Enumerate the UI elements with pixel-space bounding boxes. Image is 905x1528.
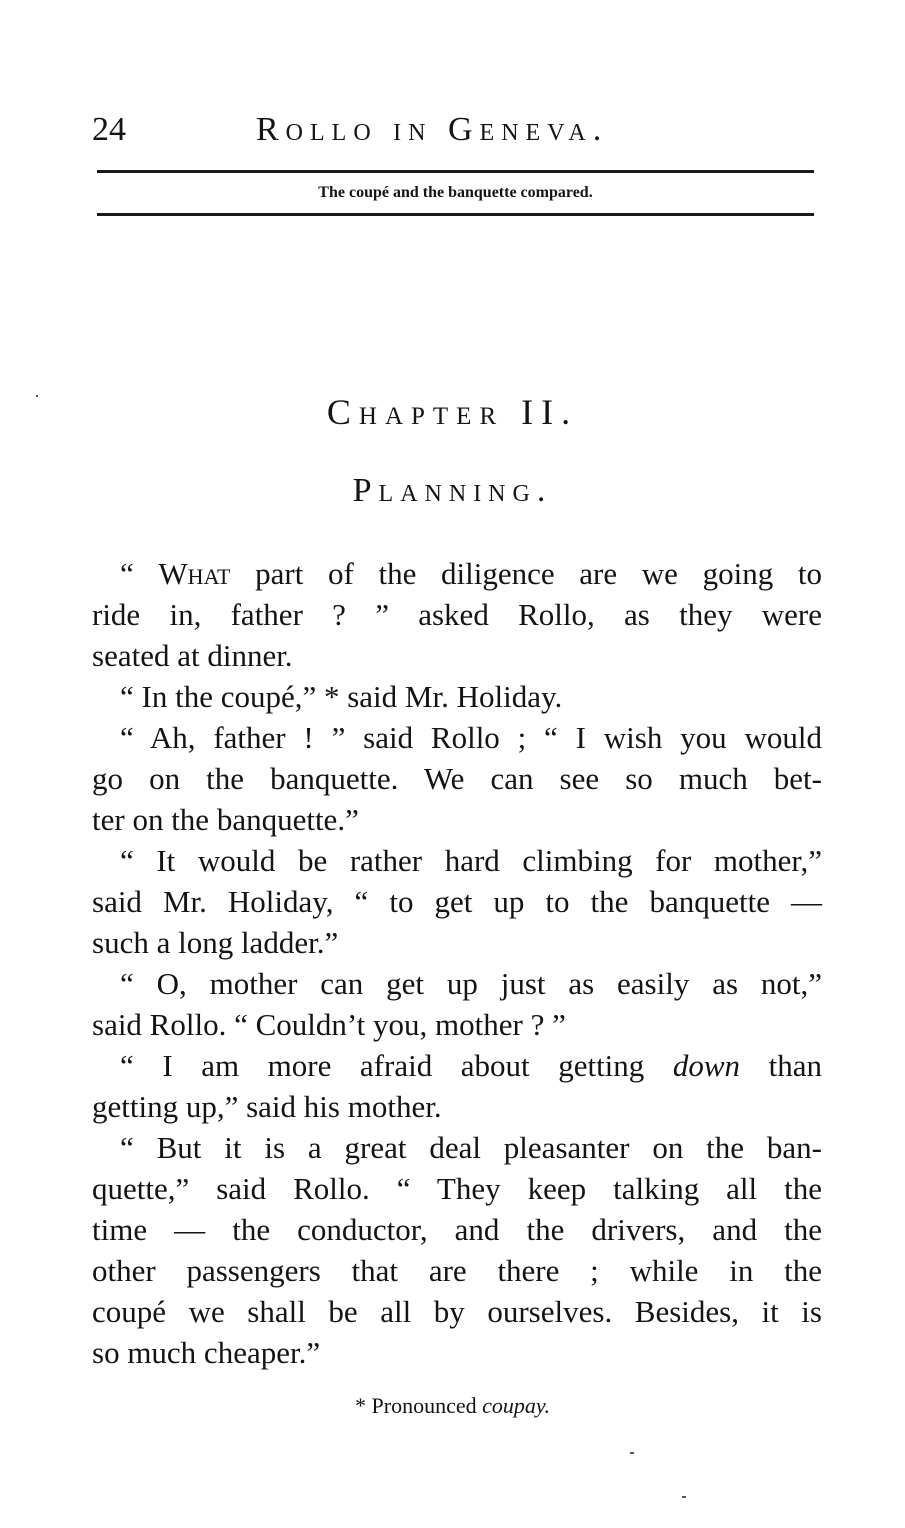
paragraph-6-line-1-before: “ I am more afraid about getting <box>120 1048 673 1083</box>
running-title: Rollo in Geneva. <box>256 111 609 148</box>
header-rule-top <box>97 170 814 173</box>
footnote-italic: coupay. <box>482 1393 550 1418</box>
paragraph-1-line-3: seated at dinner. <box>92 638 293 673</box>
paragraph-7-line-4: other passengers that are there ; while in the <box>92 1253 822 1288</box>
paper-speck <box>36 395 38 397</box>
page-number: 24 <box>92 111 126 148</box>
paragraph-6-line-1-after: than <box>740 1048 823 1083</box>
paragraph-5-line-2: said Rollo. “ Couldn’t you, mother ? ” <box>92 1007 566 1042</box>
paragraph-1-line-1-rest: part of the diligence are we going to <box>230 556 822 591</box>
paragraph-3-line-3: ter on the banquette.” <box>92 802 359 837</box>
paragraph-7-line-3: time — the conductor, and the drivers, and the <box>92 1212 822 1247</box>
footnote <box>0 1391 905 1421</box>
paragraph-6-line-1 <box>92 1045 822 1086</box>
page-headline: The coupé and the banquette compared. <box>318 184 593 201</box>
paragraph-5-line-1: “ O, mother can get up just as easily as not,” <box>120 966 822 1001</box>
emphasis-down: down <box>672 1048 741 1083</box>
paragraph-7-line-2: quette,” said Rollo. “ They keep talking all the <box>92 1171 822 1206</box>
paragraph-7-line-5: coupé we shall be all by ourselves. Besides, it is <box>92 1294 822 1329</box>
paragraph-1-line-2: ride in, father ? ” asked Rollo, as they were <box>92 597 822 632</box>
body-text <box>92 553 822 1373</box>
paragraph-7-line-1: “ But it is a great deal pleasanter on the ban- <box>120 1130 822 1165</box>
paragraph-3-line-1: “ Ah, father ! ” said Rollo ; “ I wish you would <box>120 720 822 755</box>
paragraph-4-line-2: said Mr. Holiday, “ to get up to the banquette — <box>92 884 822 919</box>
paragraph-1-line-1 <box>92 553 822 594</box>
open-quote: “ <box>120 556 159 591</box>
paragraph-7-line-6: so much cheaper.” <box>92 1335 321 1370</box>
paper-speck <box>682 1496 686 1498</box>
header-rule-bottom <box>97 213 814 216</box>
chapter-subtitle: Planning. <box>352 472 553 509</box>
paragraph-4-line-3: such a long ladder.” <box>92 925 339 960</box>
lead-word: What <box>158 556 231 591</box>
paragraph-3-line-2: go on the banquette. We can see so much bet- <box>92 761 822 796</box>
paper-speck <box>630 1452 634 1454</box>
paragraph-2-line-1: “ In the coupé,” * said Mr. Holiday. <box>120 679 563 714</box>
footnote-marker: * <box>355 1393 372 1418</box>
paragraph-4-line-1: “ It would be rather hard climbing for mother,” <box>120 843 822 878</box>
paragraph-6-line-2: getting up,” said his mother. <box>92 1089 442 1124</box>
chapter-title: Chapter II. <box>326 392 579 432</box>
footnote-text: Pronounced <box>371 1393 483 1418</box>
